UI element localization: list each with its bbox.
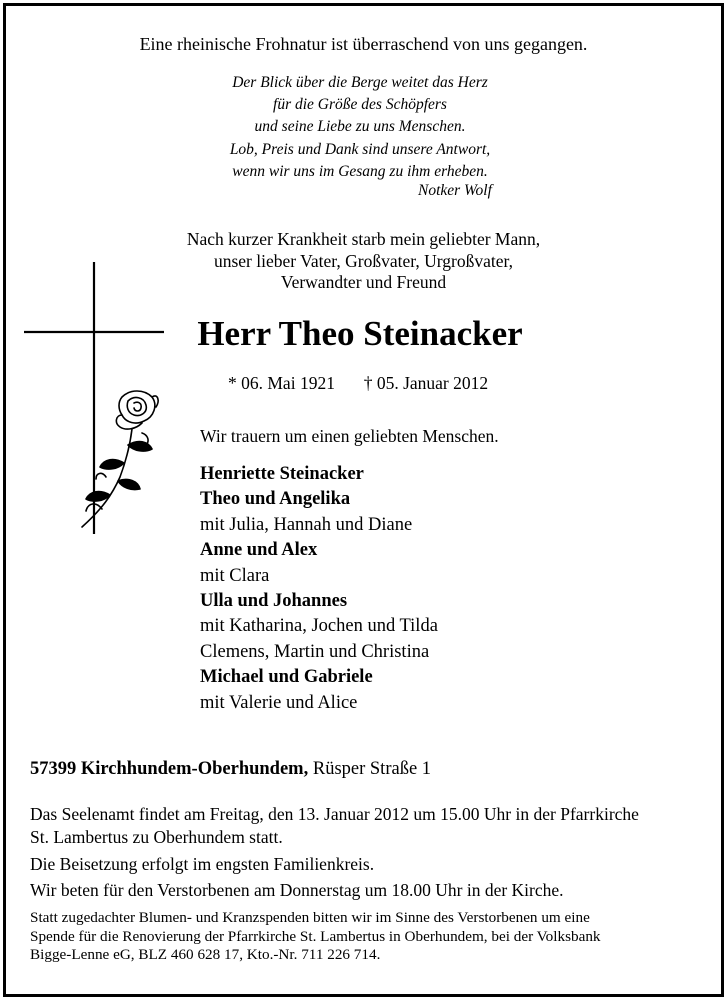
family-member: Anne und Alex bbox=[200, 540, 318, 561]
donation-info bbox=[30, 909, 601, 965]
burial-info: Die Beisetzung erfolgt im engsten Familienkreis. bbox=[30, 854, 375, 874]
family-member: mit Julia, Hannah und Diane bbox=[200, 514, 413, 535]
service-line: St. Lambertus zu Oberhundem statt. bbox=[30, 827, 283, 847]
life-dates bbox=[228, 373, 488, 394]
donation-line: Bigge-Lenne eG, BLZ 460 628 17, Kto.-Nr. 711 226 714. bbox=[30, 946, 381, 963]
prayer-info: Wir beten für den Verstorbenen am Donnerstag um 18.00 Uhr in der Kirche. bbox=[30, 880, 564, 900]
address bbox=[30, 759, 431, 780]
poem-line: wenn wir uns im Gesang zu ihm erheben. bbox=[232, 162, 488, 180]
service-line: Das Seelenamt findet am Freitag, den 13. Januar 2012 um 15.00 Uhr in der Pfarrkirche bbox=[30, 804, 639, 824]
poem-line: Lob, Preis und Dank sind unsere Antwort, bbox=[229, 140, 491, 158]
address-place: 57399 Kirchhundem-Oberhundem, bbox=[30, 759, 309, 779]
family-member: Theo und Angelika bbox=[200, 489, 351, 510]
death-date: † 05. Januar 2012 bbox=[363, 373, 489, 393]
address-street: Rüsper Straße 1 bbox=[312, 759, 432, 779]
poem-line: für die Größe des Schöpfers bbox=[273, 96, 447, 114]
family-member: mit Clara bbox=[200, 565, 270, 586]
family-list bbox=[200, 462, 438, 716]
mourning-line: Wir trauern um einen geliebten Menschen. bbox=[200, 426, 499, 446]
family-member: mit Valerie und Alice bbox=[200, 692, 358, 713]
donation-line: Spende für die Renovierung der Pfarrkirche St. Lambertus in Oberhundem, bei der Volksbank bbox=[30, 927, 601, 945]
lead-line: unser lieber Vater, Großvater, Urgroßvater, bbox=[213, 250, 513, 271]
family-member: Henriette Steinacker bbox=[200, 464, 364, 484]
family-member: Clemens, Martin und Christina bbox=[200, 641, 430, 662]
lead-line: Verwandter und Freund bbox=[280, 272, 447, 292]
lead-line: Nach kurzer Krankheit starb mein geliebter Mann, bbox=[186, 229, 541, 249]
poem-line: Der Blick über die Berge weitet das Herz bbox=[232, 74, 488, 91]
family-member: mit Katharina, Jochen und Tilda bbox=[200, 616, 438, 637]
family-member: Michael und Gabriele bbox=[200, 667, 373, 688]
rose-icon bbox=[72, 385, 162, 535]
family-member: Ulla und Johannes bbox=[200, 591, 348, 612]
service-info bbox=[30, 803, 639, 849]
poem bbox=[170, 72, 550, 183]
donation-line: Statt zugedachter Blumen- und Kranzspenden bitten wir im Sinne des Verstorbenen um eine bbox=[30, 909, 590, 926]
intro-text: Eine rheinische Frohnatur ist überraschend von uns gegangen. bbox=[139, 34, 588, 54]
poem-author: Notker Wolf bbox=[418, 182, 492, 199]
poem-line: und seine Liebe zu uns Menschen. bbox=[254, 118, 466, 136]
deceased-name: Herr Theo Steinacker bbox=[197, 314, 523, 353]
birth-date: * 06. Mai 1921 bbox=[228, 373, 335, 393]
